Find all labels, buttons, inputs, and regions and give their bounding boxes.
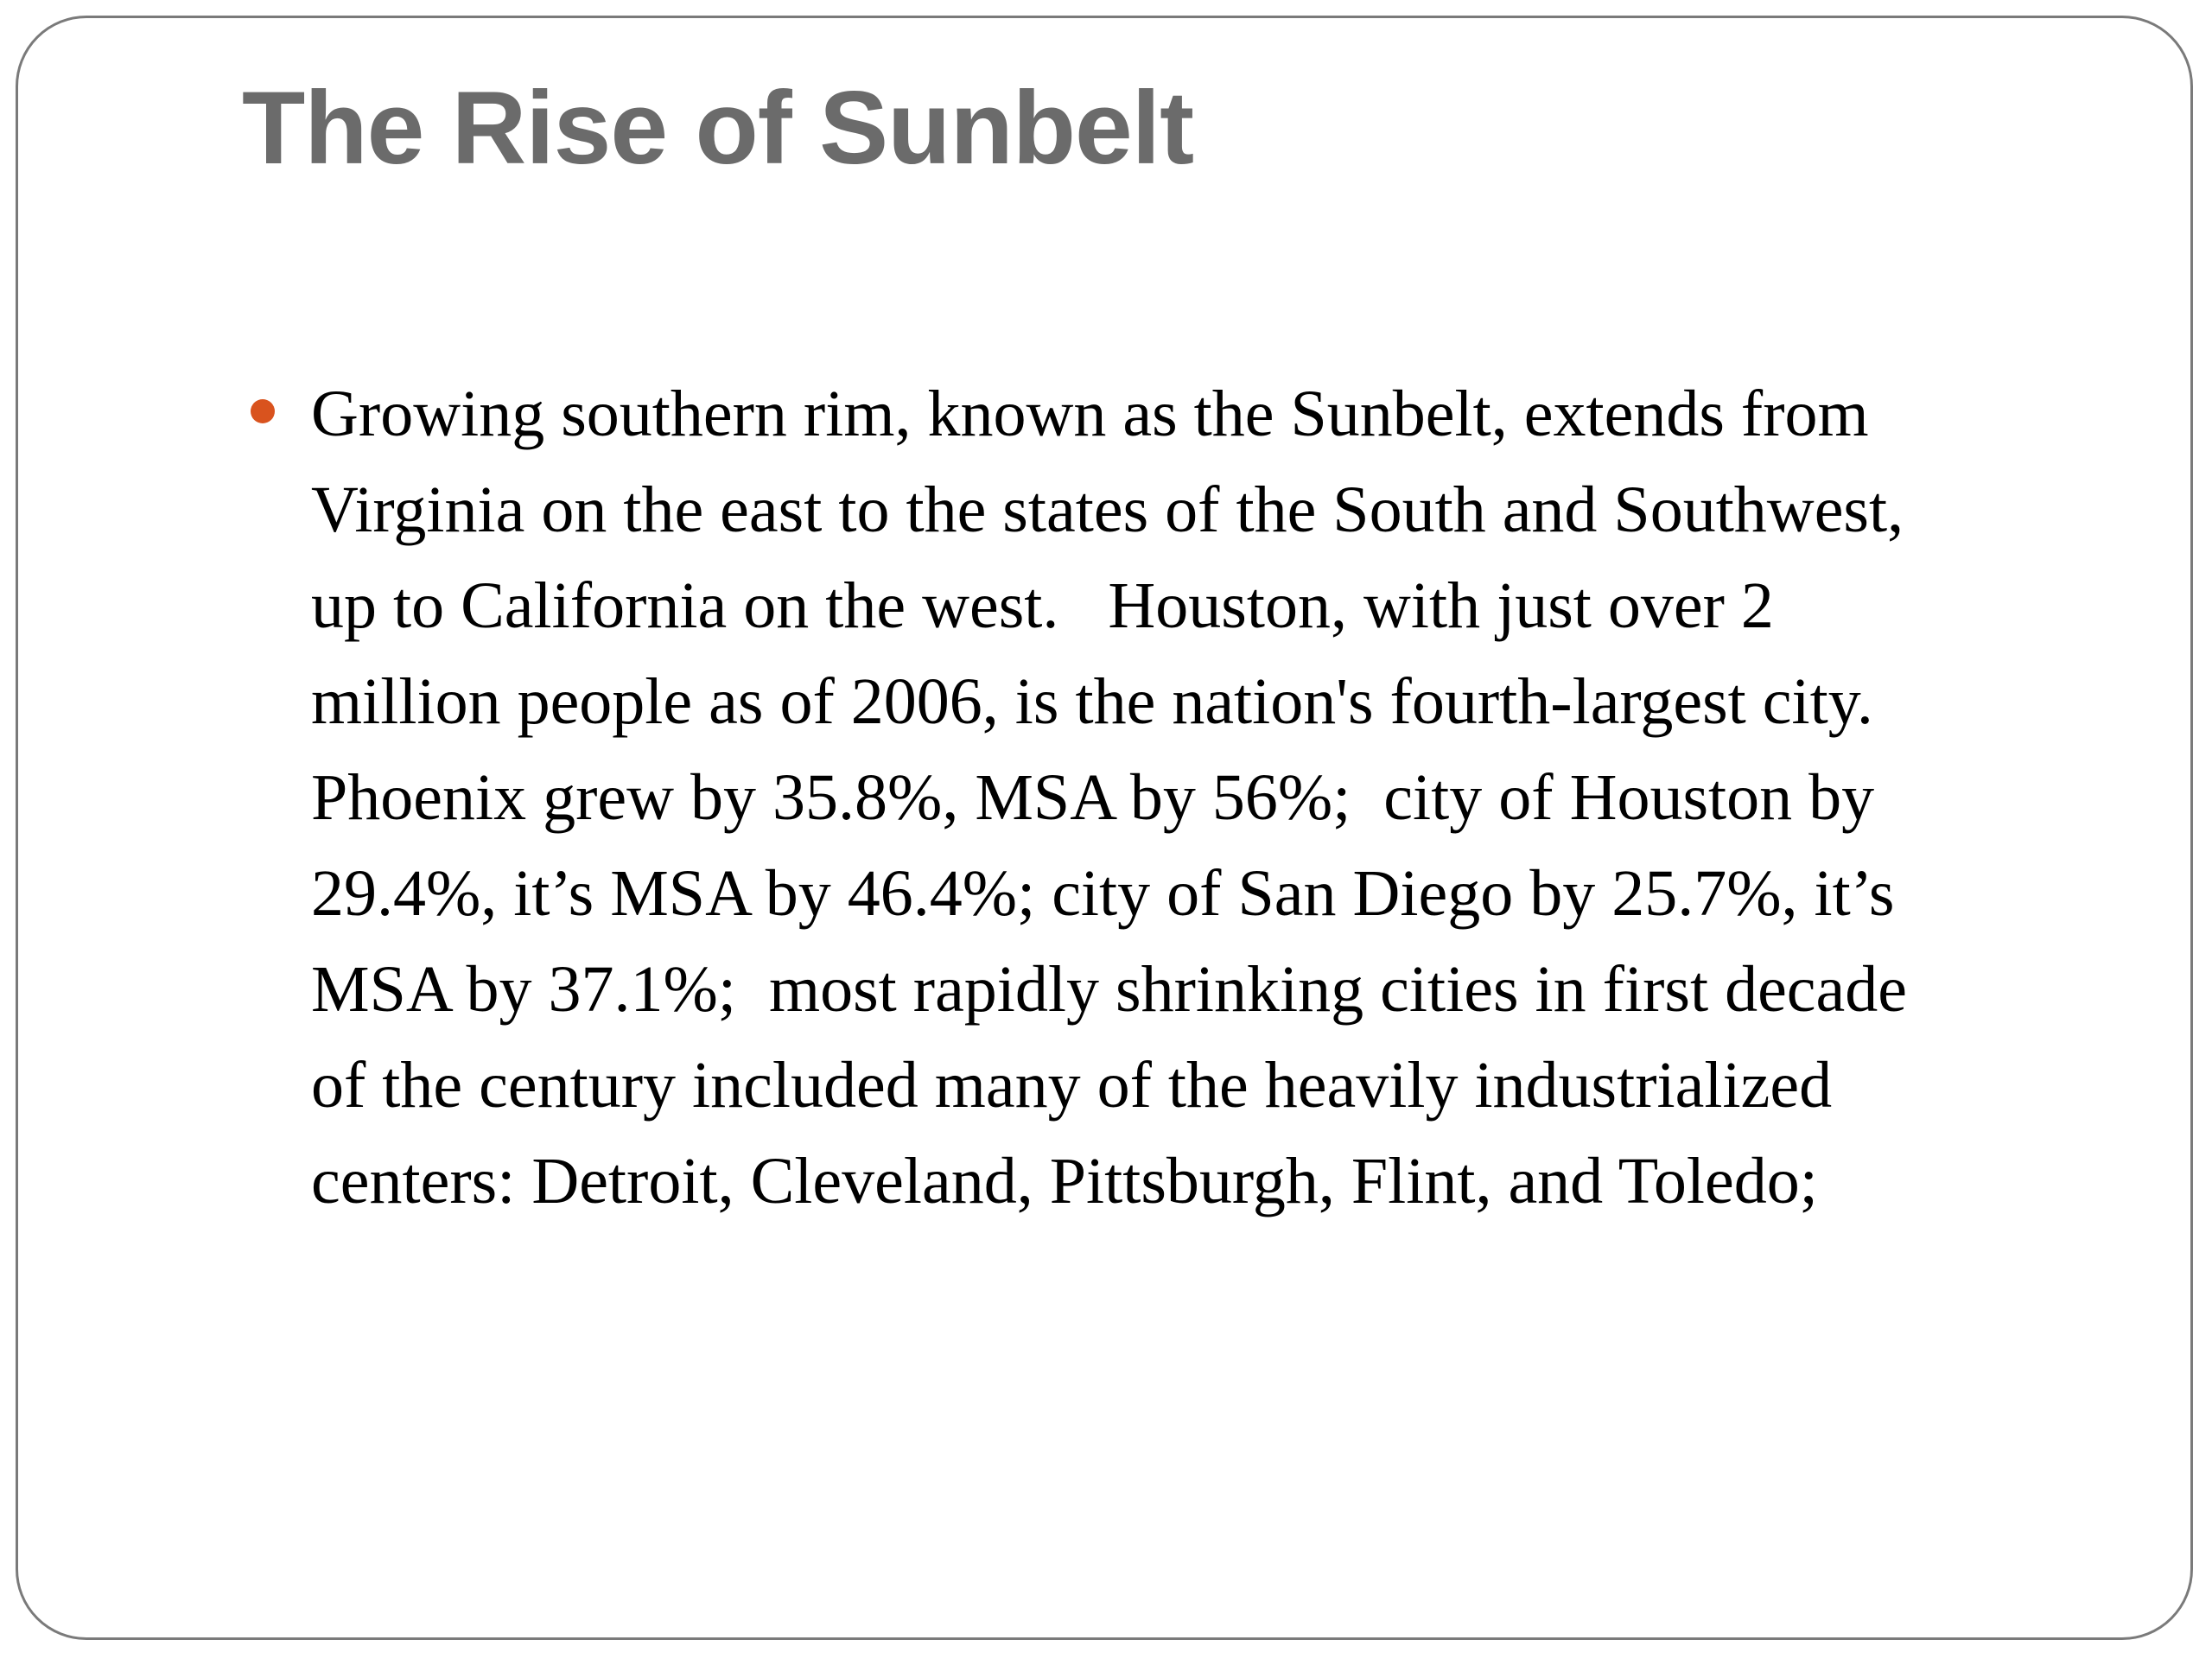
bullet-text-line: MSA by 37.1%; most rapidly shrinking cities in first decade	[311, 953, 1908, 1026]
bullet-text-line: Virginia on the east to the states of the South and Southwest,	[311, 474, 1904, 546]
slide-title: The Rise of Sunbelt	[242, 70, 1194, 186]
bullet-dot-icon	[251, 399, 275, 423]
bullet-list	[311, 366, 2108, 1230]
bullet-text-line: of the century included many of the heavily industrialized	[311, 1049, 1833, 1122]
bullet-text-line: Phoenix grew by 35.8%, MSA by 56%; city of Houston by	[311, 761, 1875, 834]
bullet-text-line: up to California on the west. Houston, with just over 2	[311, 569, 1774, 642]
bullet-text-line: 29.4%, it’s MSA by 46.4%; city of San Diego by 25.7%, it’s	[311, 857, 1895, 930]
bullet-text-line: Growing southern rim, known as the Sunbelt, extends from	[311, 378, 1869, 450]
bullet-item	[311, 366, 2108, 1230]
bullet-text-line: million people as of 2006, is the nation's fourth-largest city.	[311, 665, 1873, 738]
bullet-text-line: centers: Detroit, Cleveland, Pittsburgh, Flint, and Toledo;	[311, 1145, 1818, 1217]
